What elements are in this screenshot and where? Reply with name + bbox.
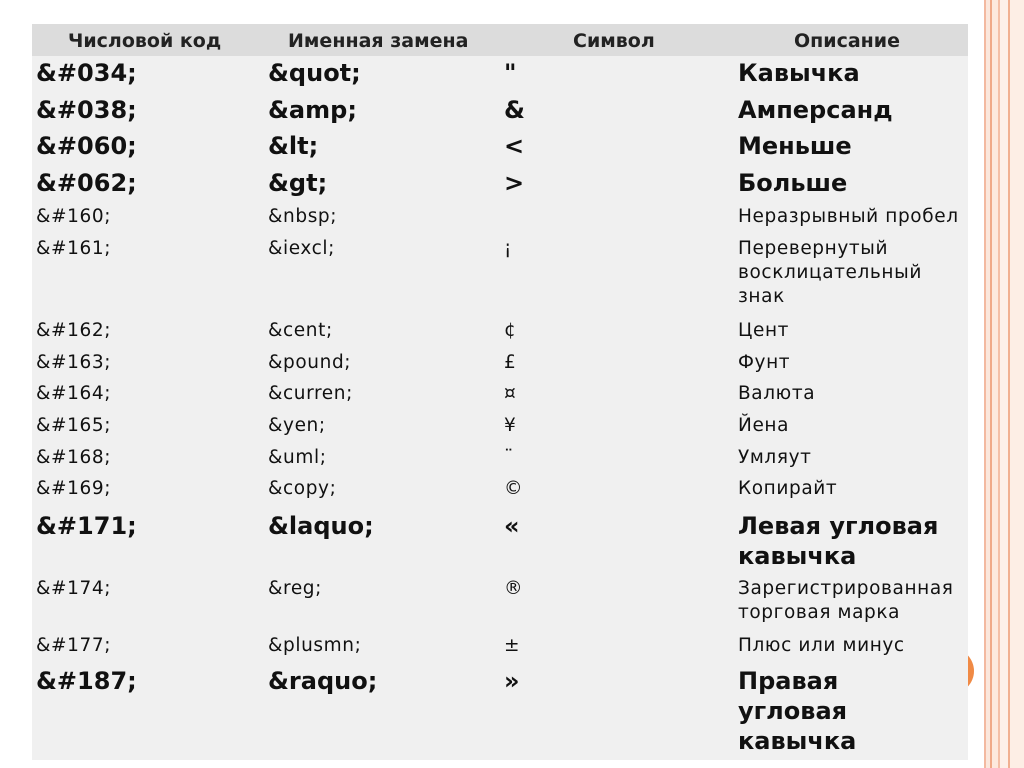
cell-code: &#161; xyxy=(36,238,112,259)
cell-name: &laquo; xyxy=(268,512,374,540)
cell-name: &iexcl; xyxy=(268,238,335,259)
cell-code: &#174; xyxy=(36,578,112,599)
cell-description: Умляут xyxy=(738,447,812,468)
header-description: Описание xyxy=(794,30,901,52)
cell-code: &#168; xyxy=(36,447,112,468)
cell-name: &pound; xyxy=(268,352,352,373)
cell-description: Перевернутый восклицательный знак xyxy=(738,238,922,307)
cell-name: &curren; xyxy=(268,383,353,404)
cell-name: &raquo; xyxy=(268,667,378,695)
header-name: Именная замена xyxy=(288,30,469,52)
cell-name: &reg; xyxy=(268,578,322,599)
cell-code: &#060; xyxy=(36,132,137,160)
cell-description: Валюта xyxy=(738,383,816,404)
cell-symbol: » xyxy=(504,667,520,695)
cell-name: &plusmn; xyxy=(268,635,362,656)
cell-code: &#160; xyxy=(36,206,112,227)
cell-symbol: > xyxy=(504,169,525,197)
cell-name: &nbsp; xyxy=(268,206,338,227)
cell-symbol: ± xyxy=(504,635,521,656)
cell-description: Неразрывный пробел xyxy=(738,206,959,227)
cell-symbol: ® xyxy=(504,578,524,599)
cell-code: &#163; xyxy=(36,352,112,373)
cell-code: &#169; xyxy=(36,478,112,499)
cell-description: Плюс или минус xyxy=(738,635,905,656)
cell-name: &gt; xyxy=(268,169,328,197)
cell-symbol: ¡ xyxy=(504,238,513,259)
cell-description: Левая угловая кавычка xyxy=(738,512,939,570)
cell-description: Зарегистрированная торговая марка xyxy=(738,578,954,623)
cell-name: &yen; xyxy=(268,415,326,436)
cell-description: Копирайт xyxy=(738,478,838,499)
cell-code: &#177; xyxy=(36,635,112,656)
cell-symbol: © xyxy=(504,478,524,499)
cell-description: Фунт xyxy=(738,352,791,373)
cell-name: &quot; xyxy=(268,59,361,87)
cell-symbol: ¤ xyxy=(504,383,517,404)
cell-description: Больше xyxy=(738,169,848,197)
cell-name: &cent; xyxy=(268,320,333,341)
cell-code: &#165; xyxy=(36,415,112,436)
cell-code: &#034; xyxy=(36,59,137,87)
cell-description: Правая угловая кавычка xyxy=(738,667,857,755)
cell-description: Йена xyxy=(738,415,790,436)
decorative-stripes xyxy=(980,0,1024,768)
cell-symbol: « xyxy=(504,512,520,540)
cell-symbol: < xyxy=(504,132,525,160)
cell-code: &#062; xyxy=(36,169,137,197)
header-code: Числовой код xyxy=(68,30,222,52)
cell-description: Амперсанд xyxy=(738,96,893,124)
cell-name: &amp; xyxy=(268,96,357,124)
cell-code: &#038; xyxy=(36,96,137,124)
cell-name: &uml; xyxy=(268,447,327,468)
table-header-row xyxy=(32,24,968,56)
cell-symbol: ¨ xyxy=(504,447,514,468)
cell-name: &lt; xyxy=(268,132,319,160)
cell-symbol: & xyxy=(504,96,525,124)
header-symbol: Символ xyxy=(573,30,655,52)
entities-table xyxy=(32,24,968,760)
cell-code: &#162; xyxy=(36,320,112,341)
cell-code: &#187; xyxy=(36,667,137,695)
cell-code: &#171; xyxy=(36,512,137,540)
cell-symbol: " xyxy=(504,59,517,87)
cell-name: &copy; xyxy=(268,478,337,499)
cell-code: &#164; xyxy=(36,383,112,404)
cell-symbol: ¢ xyxy=(504,320,517,341)
cell-symbol: ¥ xyxy=(504,415,517,436)
cell-description: Цент xyxy=(738,320,790,341)
cell-description: Меньше xyxy=(738,132,852,160)
cell-description: Кавычка xyxy=(738,59,860,87)
cell-symbol: £ xyxy=(504,352,517,373)
